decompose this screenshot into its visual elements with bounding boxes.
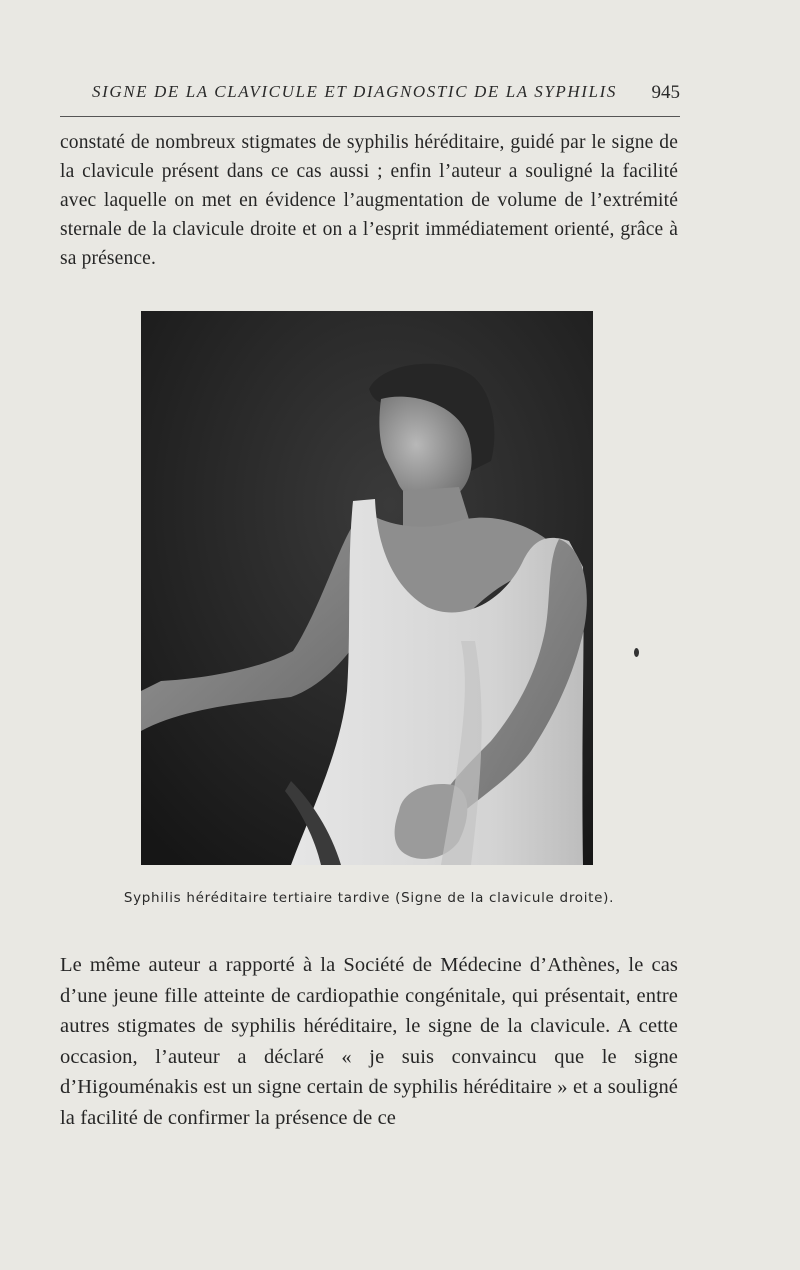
paragraph-2: Le même auteur a rapporté à la Société de Médecine d’Athènes, le cas d’une jeune fille atteinte de cardiopathie congénitale, qui présentait, entre autres stigmates de syphilis héréditaire, le signe de la clavicule. A cette occasion, l’auteur a déclaré « je suis convaincu que le signe d’Higouménakis est un signe certain de syphilis héréditaire » et a souligné la facilité de confirmer la présence de ce: [60, 954, 678, 1129]
header-rule: [60, 116, 680, 117]
print-speck: [634, 648, 639, 657]
header-title: SIGNE DE LA CLAVICULE ET DIAGNOSTIC DE LA SYPHILIS: [92, 82, 617, 101]
figure-caption: Syphilis héréditaire tertiaire tardive (Signe de la clavicule droite).: [123, 890, 615, 906]
paragraph-1: constaté de nombreux stigmates de syphilis héréditaire, guidé par le signe de la clavicule présent dans ce cas aussi ; enfin l’auteur a souligné la facilité avec laquelle on met en évidence l’augmentation de volume de l’extrémité sternale de la clavicule droite et on a l’esprit immédiatement orienté, grâce à sa présence.: [60, 132, 678, 269]
patient-photograph: [141, 311, 593, 865]
page-number: 945: [651, 82, 680, 103]
running-header: [88, 82, 680, 108]
